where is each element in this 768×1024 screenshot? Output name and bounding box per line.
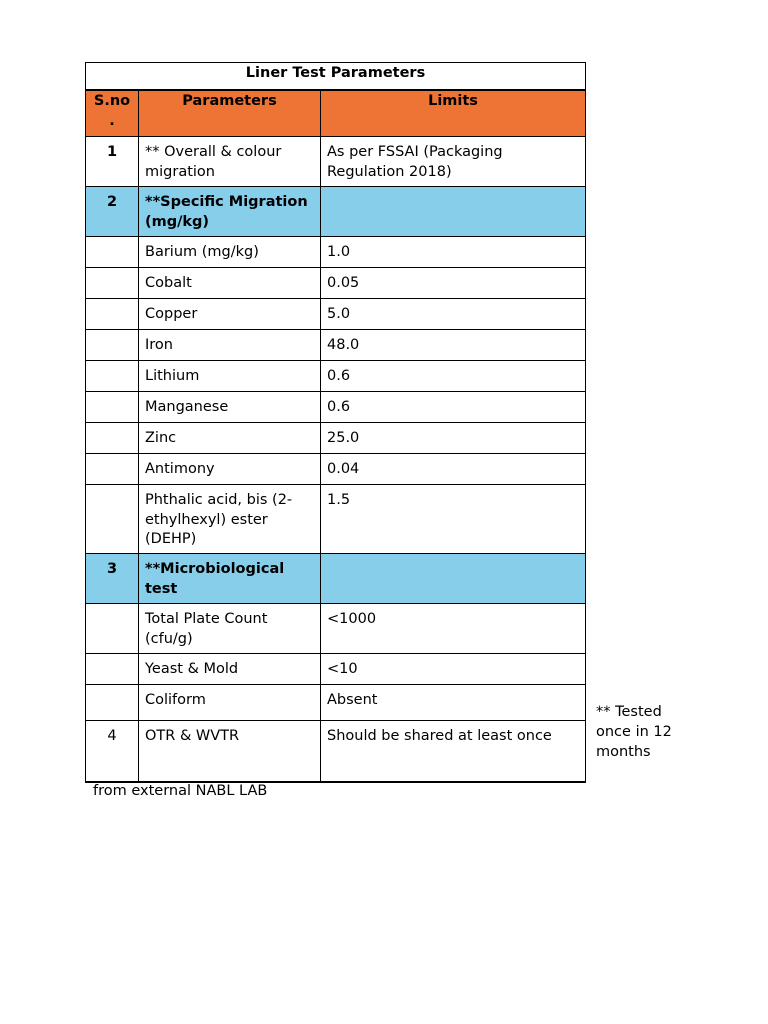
row-parameter: Iron (139, 330, 321, 361)
row-parameter: Lithium (139, 361, 321, 392)
table-row (86, 299, 586, 330)
row-parameter: Phthalic acid, bis (2-ethylhexyl) ester (DEHP) (139, 485, 321, 554)
row-sno (86, 485, 139, 554)
row-sno: 1 (86, 137, 139, 187)
row-limit: 0.6 (321, 361, 586, 392)
table-row (86, 654, 586, 685)
row-parameter: Yeast & Mold (139, 654, 321, 685)
table-title: Liner Test Parameters (86, 63, 586, 91)
row-parameter: Total Plate Count (cfu/g) (139, 604, 321, 654)
row-limit: As per FSSAI (Packaging Regulation 2018) (321, 137, 586, 187)
table-row (86, 268, 586, 299)
row-limit: 1.0 (321, 237, 586, 268)
table-row (86, 423, 586, 454)
row-sno (86, 654, 139, 685)
table-row (86, 721, 586, 783)
row-parameter: **Specific Migration (mg/kg) (139, 187, 321, 237)
row-limit: Should be shared at least once (321, 721, 586, 783)
row-sno (86, 330, 139, 361)
table-row (86, 330, 586, 361)
row-sno (86, 392, 139, 423)
footer-text: from external NABL LAB (93, 783, 268, 799)
section-row-microbiological (86, 554, 586, 604)
row-limit (321, 554, 586, 604)
row-limit: <10 (321, 654, 586, 685)
table-row (86, 685, 586, 721)
row-parameter: ** Overall & colour migration (139, 137, 321, 187)
row-limit: 0.05 (321, 268, 586, 299)
row-sno (86, 361, 139, 392)
table-row (86, 454, 586, 485)
row-sno (86, 423, 139, 454)
section-row-specific-migration (86, 187, 586, 237)
row-parameter: Cobalt (139, 268, 321, 299)
row-parameter: Copper (139, 299, 321, 330)
header-row (86, 90, 586, 137)
row-sno (86, 454, 139, 485)
table-row (86, 392, 586, 423)
row-parameter: Barium (mg/kg) (139, 237, 321, 268)
header-parameters: Parameters (139, 90, 321, 137)
table-row (86, 137, 586, 187)
liner-test-table (85, 62, 586, 783)
row-parameter: Coliform (139, 685, 321, 721)
header-sno: S.no . (86, 90, 139, 137)
row-limit: 5.0 (321, 299, 586, 330)
row-limit: 0.04 (321, 454, 586, 485)
row-sno (86, 299, 139, 330)
row-limit: 0.6 (321, 392, 586, 423)
side-note: ** Tested once in 12 months (596, 704, 672, 760)
row-parameter: Antimony (139, 454, 321, 485)
row-parameter: **Microbiological test (139, 554, 321, 604)
row-sno: 3 (86, 554, 139, 604)
row-sno (86, 268, 139, 299)
row-sno (86, 685, 139, 721)
row-parameter: Manganese (139, 392, 321, 423)
table-row (86, 485, 586, 554)
row-limit: <1000 (321, 604, 586, 654)
row-parameter: Zinc (139, 423, 321, 454)
row-limit: Absent (321, 685, 586, 721)
table-row (86, 604, 586, 654)
header-limits: Limits (321, 90, 586, 137)
row-sno: 4 (86, 721, 139, 783)
row-sno: 2 (86, 187, 139, 237)
row-limit: 1.5 (321, 485, 586, 554)
row-parameter: OTR & WVTR (139, 721, 321, 783)
row-limit (321, 187, 586, 237)
table-title-row (86, 63, 586, 91)
row-sno (86, 237, 139, 268)
row-limit: 25.0 (321, 423, 586, 454)
row-sno (86, 604, 139, 654)
table-row (86, 237, 586, 268)
row-limit: 48.0 (321, 330, 586, 361)
table-row (86, 361, 586, 392)
